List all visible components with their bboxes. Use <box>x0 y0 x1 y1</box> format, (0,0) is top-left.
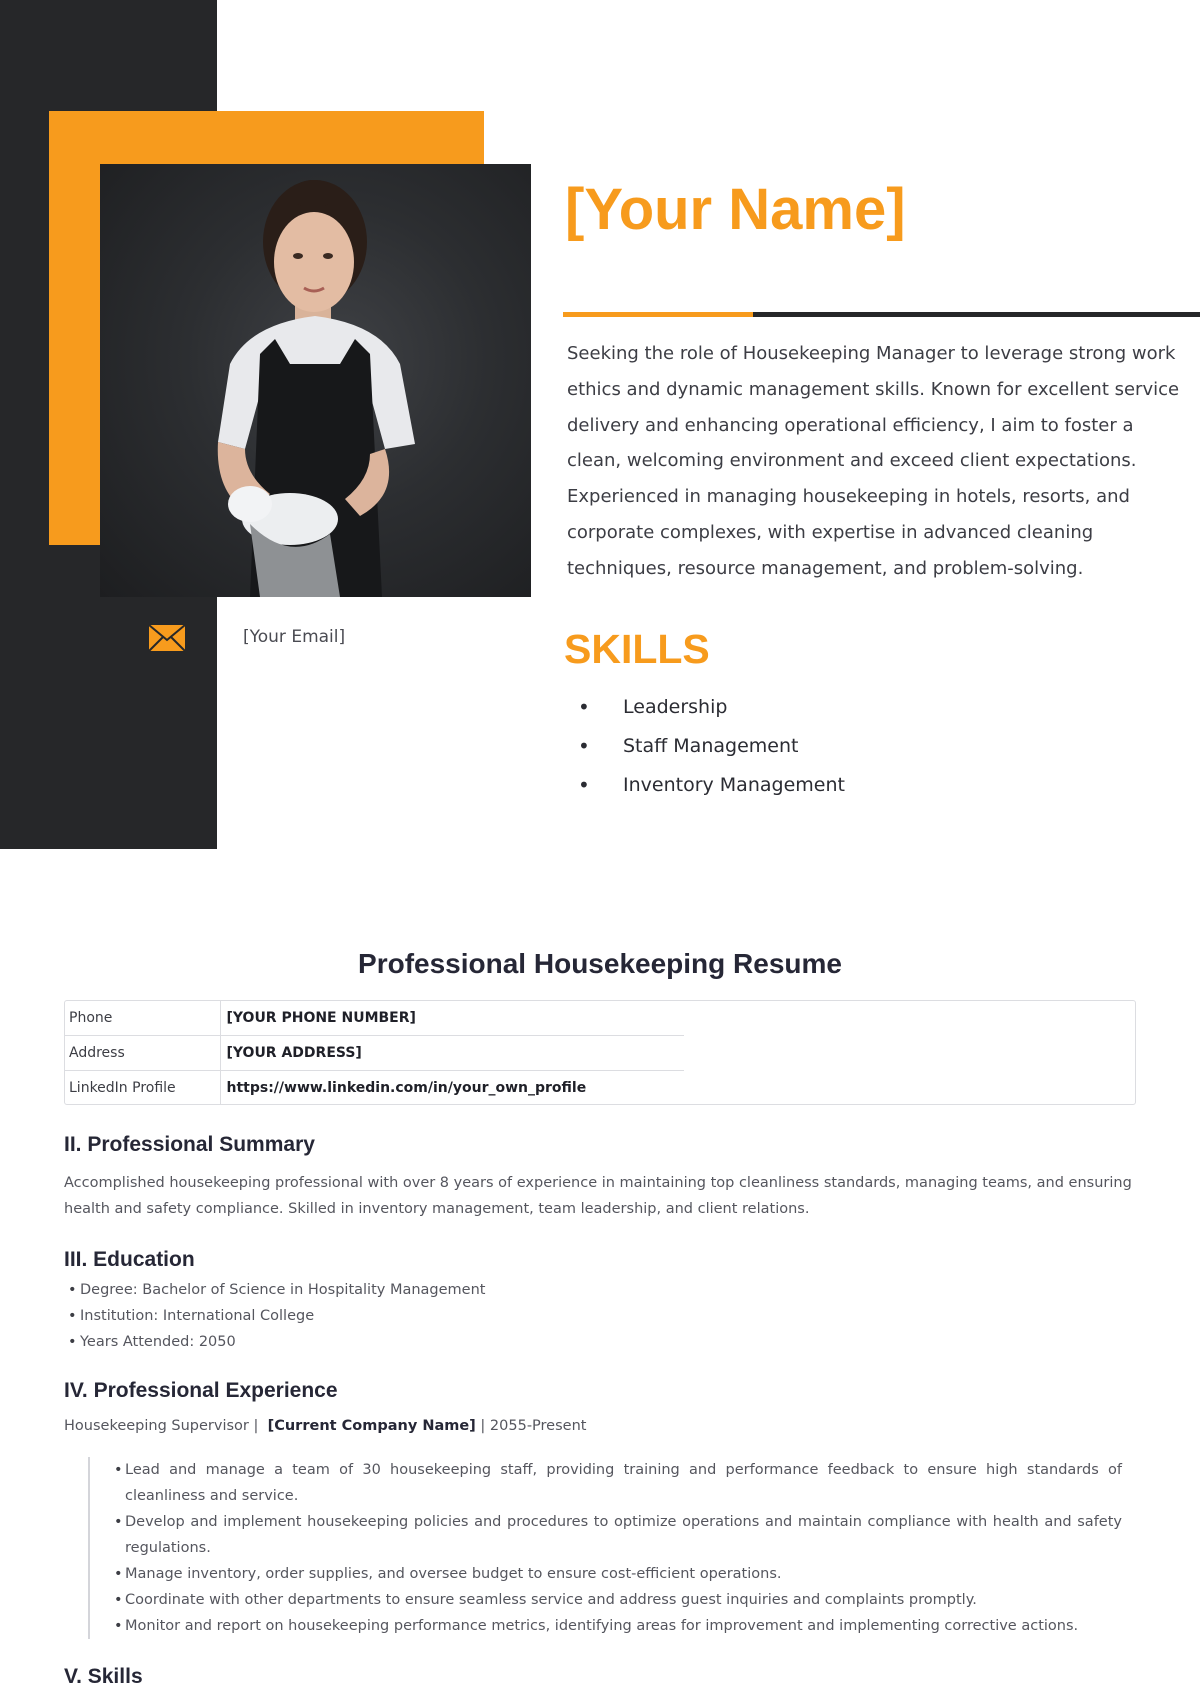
objective-summary: Seeking the role of Housekeeping Manager to leverage strong work ethics and dynamic management skills. Known for excellent service delivery and enhancing operational efficiency, I aim to foster a clean, welcoming environment and exceed client expectations. Experienced in managing housekeeping in hotels, resorts, and corporate complexes, with expertise in advanced cleaning techniques, resource management, and problem-solving. <box>567 343 1180 579</box>
separator: | <box>253 1418 259 1434</box>
skills-heading: SKILLS <box>564 626 710 672</box>
candidate-name: [Your Name] <box>565 177 906 242</box>
email-address: [Your Email] <box>243 627 346 647</box>
skill-item: • Inventory Management <box>578 766 845 805</box>
contact-table <box>64 1000 1136 1105</box>
separator: | <box>480 1418 486 1434</box>
job-title: Housekeeping Supervisor <box>64 1418 249 1434</box>
list-item: • Develop and implement housekeeping policies and procedures to optimize operations and maintain compliance with health and safety regulations. <box>114 1509 1122 1561</box>
contact-value: [YOUR ADDRESS] <box>220 1036 684 1071</box>
list-item: • Lead and manage a team of 30 housekeeping staff, providing training and performance feedback to ensure high standards of cleanliness and service. <box>114 1457 1122 1509</box>
contact-label: Phone <box>65 1001 220 1036</box>
table-row <box>65 1070 684 1105</box>
divider-accent <box>563 312 753 317</box>
education-heading: III. Education <box>64 1248 195 1271</box>
summary-heading: II. Professional Summary <box>64 1133 315 1156</box>
contact-label: LinkedIn Profile <box>65 1070 220 1105</box>
envelope-icon <box>148 624 186 652</box>
list-item: • Coordinate with other departments to ensure seamless service and address guest inquiries and complaints promptly. <box>114 1587 1122 1613</box>
contact-value: [YOUR PHONE NUMBER] <box>220 1001 684 1036</box>
list-item: • Monitor and report on housekeeping performance metrics, identifying areas for improvement and implementing corrective actions. <box>114 1613 1122 1639</box>
skill-item: • Staff Management <box>578 727 845 766</box>
table-row <box>65 1001 684 1036</box>
job-period: 2055-Present <box>489 1418 587 1434</box>
profile-photo <box>100 164 531 597</box>
skill-item: • Leadership <box>578 688 845 727</box>
divider-dark <box>753 312 1200 317</box>
document-title: Professional Housekeeping Resume <box>358 948 842 979</box>
skills-list <box>578 688 845 805</box>
list-item: • Degree: Bachelor of Science in Hospitality Management <box>66 1277 485 1303</box>
list-item: • Institution: International College <box>66 1303 485 1329</box>
summary-text: Accomplished housekeeping professional with over 8 years of experience in maintaining top cleanliness standards, managing teams, and ensuring health and safety compliance. Skilled in inventory management, team leadership, and client relations. <box>64 1175 1132 1217</box>
company-name: [Current Company Name] <box>267 1418 476 1434</box>
table-row <box>65 1036 684 1071</box>
education-list <box>66 1277 485 1355</box>
job-line <box>64 1418 586 1434</box>
list-item: • Years Attended: 2050 <box>66 1329 485 1355</box>
contact-label: Address <box>65 1036 220 1071</box>
experience-heading: IV. Professional Experience <box>64 1379 338 1402</box>
duties-list <box>88 1457 1122 1639</box>
list-item: • Manage inventory, order supplies, and oversee budget to ensure cost-efficient operations. <box>114 1561 1122 1587</box>
skills-section-heading: V. Skills <box>64 1665 143 1688</box>
linkedin-link[interactable]: https://www.linkedin.com/in/your_own_profile <box>226 1079 587 1096</box>
